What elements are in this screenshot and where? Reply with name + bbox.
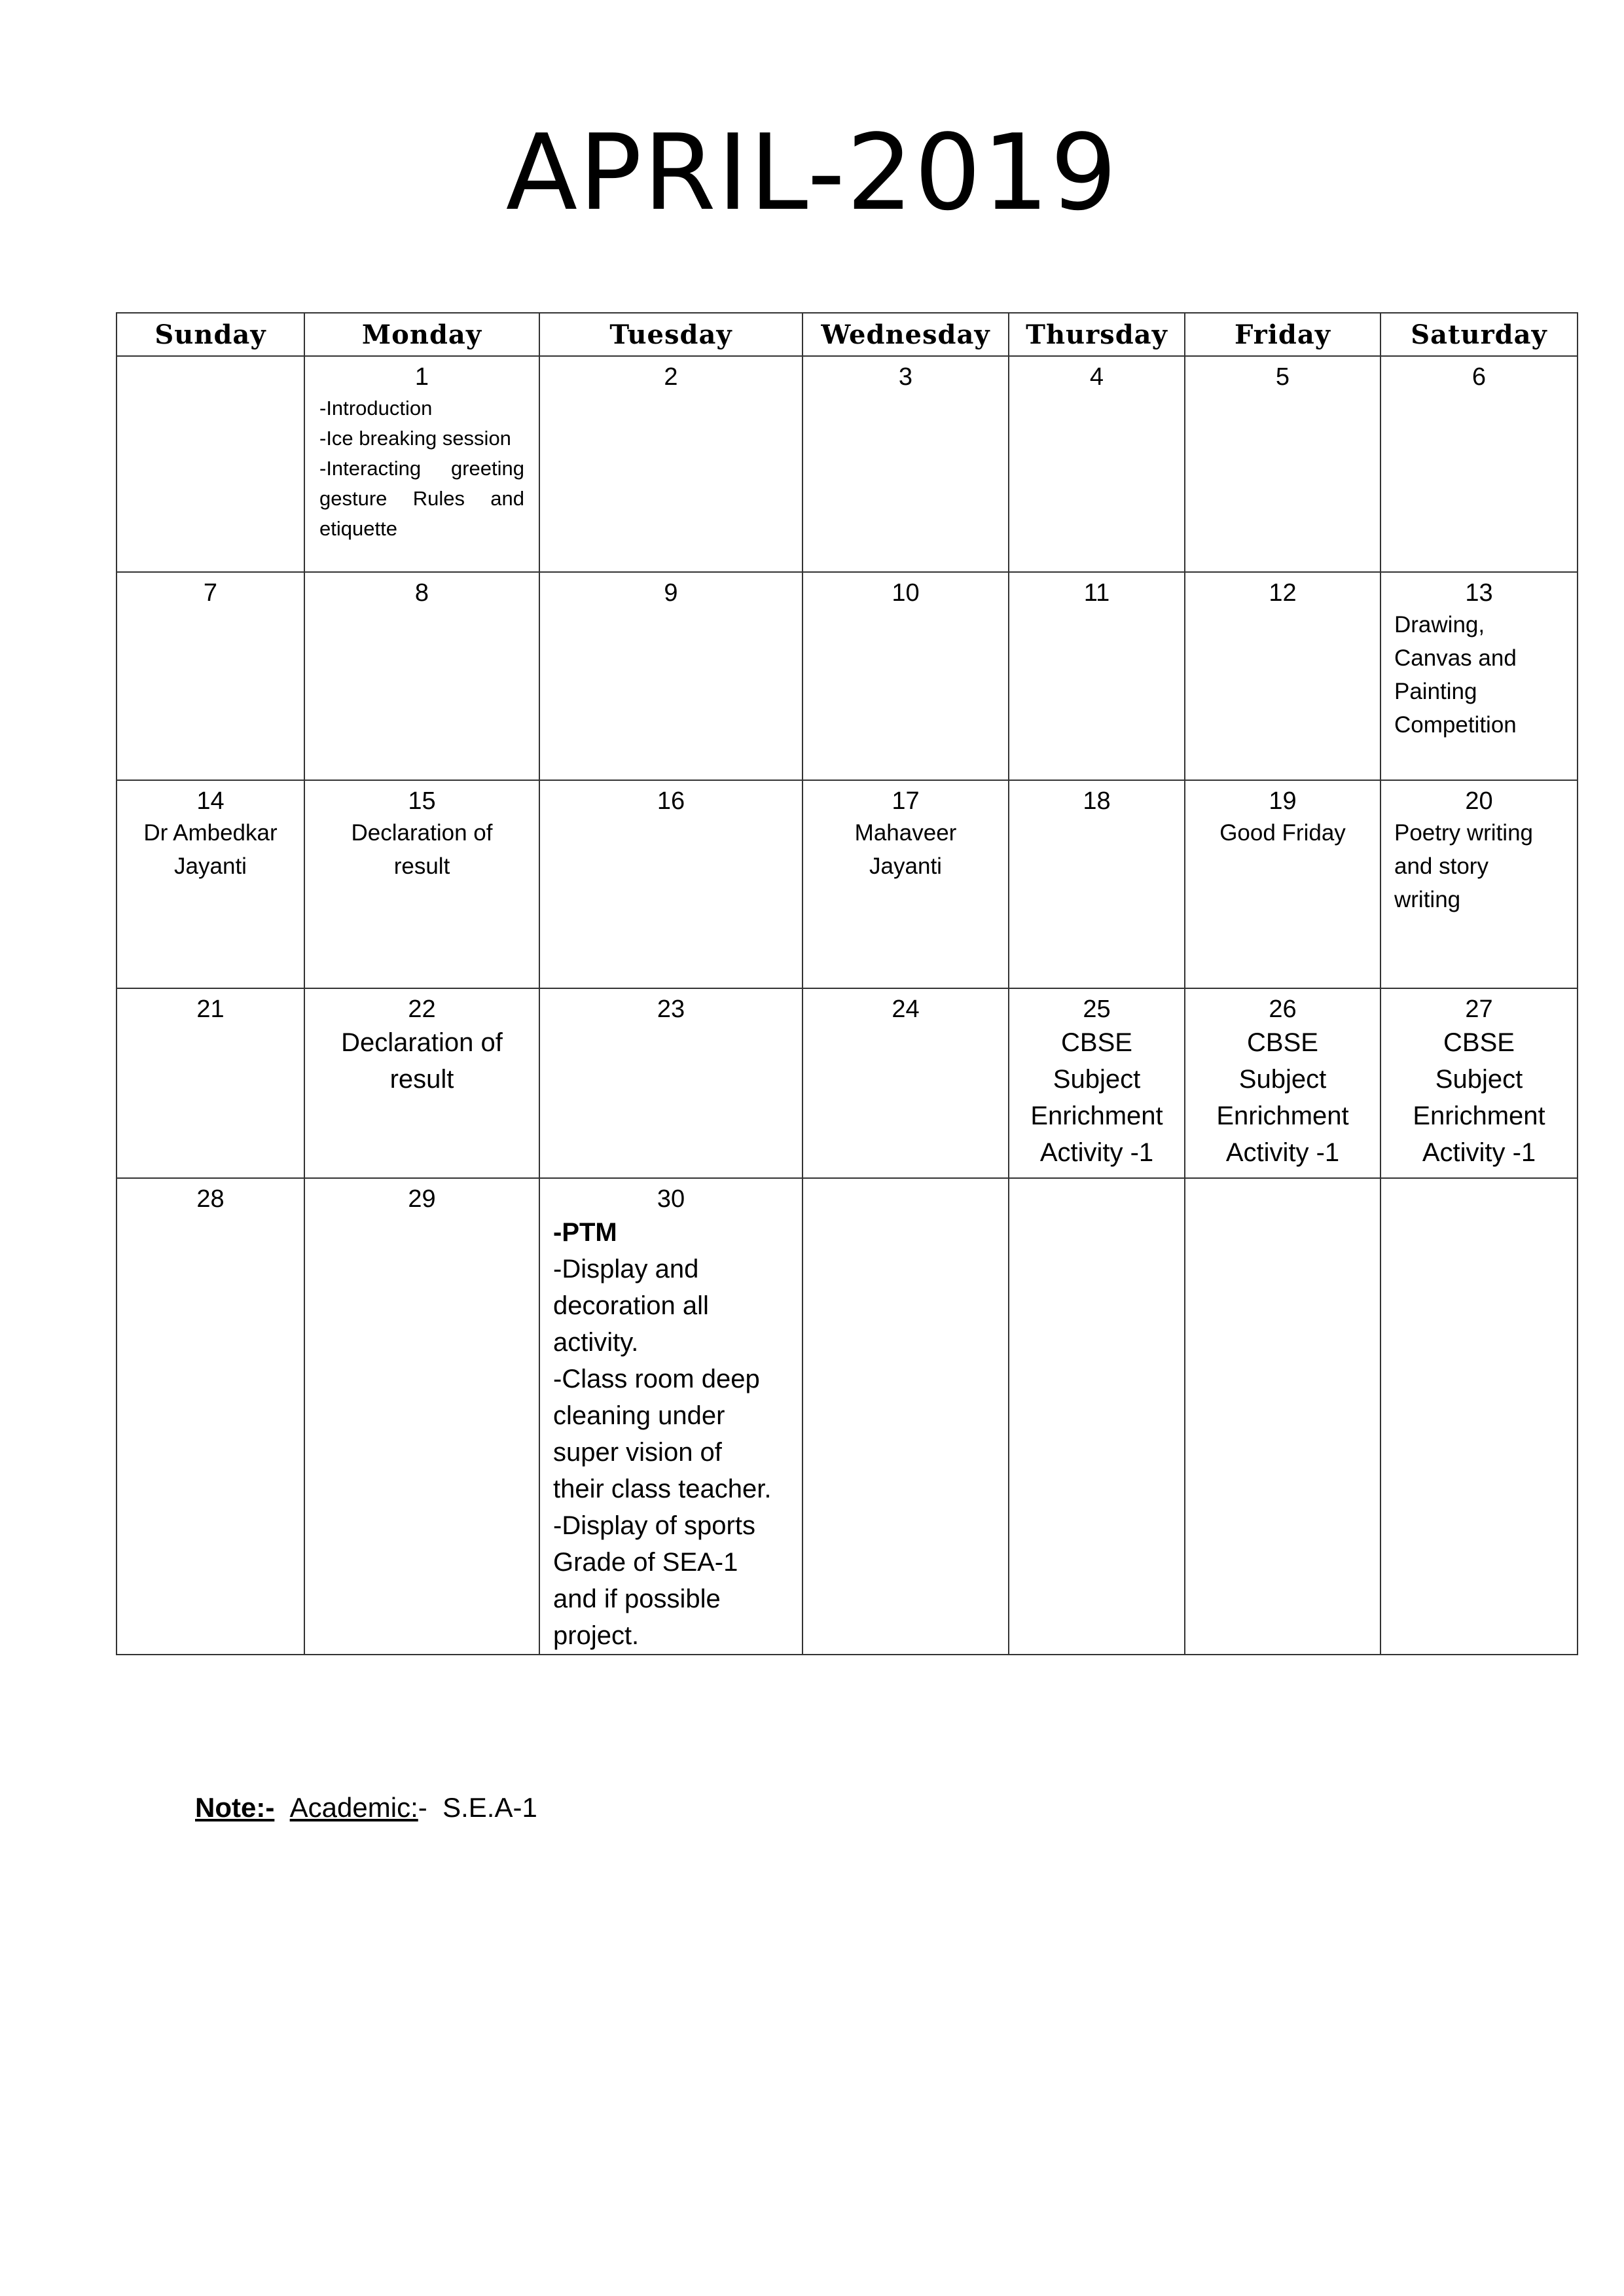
day-number: 25 <box>1083 996 1111 1023</box>
day-cell-29 <box>304 1178 539 1655</box>
day-number: 22 <box>408 996 436 1023</box>
weekday-header-row <box>117 313 1578 356</box>
day-events <box>1009 1024 1184 1171</box>
event-line: their class teacher. <box>553 1475 772 1503</box>
event-line: Subject <box>1435 1065 1523 1094</box>
day-cell-8 <box>304 572 539 780</box>
page-title: APRIL-2019 <box>505 111 1119 234</box>
day-cell-15 <box>304 780 539 988</box>
day-cell-16 <box>539 780 803 988</box>
event-line: CBSE <box>1247 1028 1318 1057</box>
weekday-tuesday: Tuesday <box>539 313 803 356</box>
week-row <box>117 988 1578 1178</box>
event-line: Enrichment <box>1216 1102 1349 1130</box>
day-number: 28 <box>196 1185 225 1213</box>
day-events <box>117 816 304 883</box>
day-cell-11 <box>1009 572 1185 780</box>
event-line: CBSE <box>1061 1028 1132 1057</box>
day-number: 16 <box>657 787 685 815</box>
day-cell-19 <box>1185 780 1380 988</box>
weekday-monday: Monday <box>304 313 539 356</box>
day-cell-26 <box>1185 988 1380 1178</box>
event-line: Activity -1 <box>1225 1138 1340 1167</box>
day-events <box>540 1214 802 1654</box>
day-number: 11 <box>1083 579 1110 607</box>
event-heading: -PTM <box>553 1218 617 1247</box>
week-row <box>117 572 1578 780</box>
day-cell-empty <box>1185 1178 1380 1655</box>
day-cell-14 <box>117 780 304 988</box>
day-cell-empty <box>1380 1178 1578 1655</box>
day-number: 10 <box>892 579 920 607</box>
event-line: Canvas and <box>1394 645 1517 671</box>
day-number: 3 <box>898 363 913 391</box>
day-number: 14 <box>196 787 225 815</box>
day-number: 26 <box>1269 996 1297 1023</box>
day-number: 23 <box>657 996 685 1023</box>
day-cell-1 <box>304 356 539 572</box>
event-line: -Introduction <box>319 397 433 420</box>
event-line: Jayanti <box>869 853 942 879</box>
day-cell-10 <box>803 572 1009 780</box>
event-line: Poetry writing <box>1394 820 1534 846</box>
event-line: Enrichment <box>1413 1102 1545 1130</box>
day-number: 18 <box>1083 787 1111 815</box>
event-line: and story <box>1394 853 1489 879</box>
day-number: 12 <box>1269 579 1297 607</box>
event-line: super vision of <box>553 1438 722 1467</box>
event-line: -Class room deep <box>553 1365 760 1393</box>
day-number: 20 <box>1465 787 1493 815</box>
day-events <box>1381 1024 1577 1171</box>
day-number: 8 <box>414 579 429 607</box>
event-line: Grade of SEA-1 <box>553 1548 738 1577</box>
weekday-sunday: Sunday <box>117 313 304 356</box>
day-cell-7 <box>117 572 304 780</box>
day-number: 15 <box>408 787 436 815</box>
day-number: 4 <box>1089 363 1104 391</box>
event-line: Declaration of <box>341 1028 503 1057</box>
event-line: CBSE <box>1443 1028 1515 1057</box>
day-number: 21 <box>196 996 225 1023</box>
day-number: 2 <box>664 363 678 391</box>
day-number: 1 <box>414 363 429 391</box>
event-line: writing <box>1394 887 1461 912</box>
academic-value: S.E.A-1 <box>442 1792 537 1823</box>
day-number: 6 <box>1471 363 1487 391</box>
day-cell-28 <box>117 1178 304 1655</box>
day-number: 7 <box>203 579 218 607</box>
day-cell-30 <box>539 1178 803 1655</box>
weekday-wednesday: Wednesday <box>803 313 1009 356</box>
day-cell-20 <box>1380 780 1578 988</box>
footer-note <box>195 1792 537 1823</box>
event-line: Declaration of <box>351 820 493 846</box>
day-number: 29 <box>408 1185 436 1213</box>
day-number: 9 <box>664 579 678 607</box>
event-line: -Display and <box>553 1255 699 1283</box>
weekday-friday: Friday <box>1185 313 1380 356</box>
day-events <box>1185 816 1380 850</box>
academic-label: Academic: <box>289 1792 418 1823</box>
day-number: 5 <box>1275 363 1290 391</box>
day-cell-27 <box>1380 988 1578 1178</box>
day-events <box>1381 816 1577 916</box>
day-events <box>305 1024 539 1098</box>
day-cell-3 <box>803 356 1009 572</box>
event-line: project. <box>553 1621 640 1650</box>
event-line: and if possible <box>553 1585 721 1613</box>
event-line: Subject <box>1053 1065 1141 1094</box>
event-line: -Display of sports <box>553 1511 755 1540</box>
day-number: 30 <box>657 1185 685 1213</box>
day-cell-5 <box>1185 356 1380 572</box>
day-cell-2 <box>539 356 803 572</box>
day-cell-17 <box>803 780 1009 988</box>
day-cell-4 <box>1009 356 1185 572</box>
day-cell-12 <box>1185 572 1380 780</box>
event-line: cleaning under <box>553 1401 725 1430</box>
week-row <box>117 1178 1578 1655</box>
event-line: Drawing, <box>1394 612 1485 637</box>
day-cell-empty <box>803 1178 1009 1655</box>
day-cell-21 <box>117 988 304 1178</box>
day-number: 19 <box>1269 787 1297 815</box>
day-cell-13 <box>1380 572 1578 780</box>
weekday-thursday: Thursday <box>1009 313 1185 356</box>
day-events <box>1381 608 1577 742</box>
day-events <box>305 816 539 883</box>
day-number: 24 <box>892 996 920 1023</box>
event-line: -Interacting greeting gesture Rules and etiquette <box>319 457 524 540</box>
week-row <box>117 356 1578 572</box>
note-label: Note:- <box>195 1792 275 1823</box>
event-line: activity. <box>553 1328 639 1357</box>
day-number: 13 <box>1465 579 1493 607</box>
day-number: 27 <box>1465 996 1493 1023</box>
event-line: Enrichment <box>1030 1102 1163 1130</box>
academic-separator: - <box>418 1792 427 1823</box>
event-line: -Ice breaking session <box>319 427 511 450</box>
event-line: Subject <box>1238 1065 1327 1094</box>
day-cell-empty <box>1009 1178 1185 1655</box>
event-line: result <box>393 853 450 879</box>
calendar-table <box>116 312 1578 1655</box>
event-line: Mahaveer <box>854 820 957 846</box>
day-cell-22 <box>304 988 539 1178</box>
day-events <box>305 392 539 544</box>
day-cell-6 <box>1380 356 1578 572</box>
event-line: Activity -1 <box>1039 1138 1154 1167</box>
event-line: result <box>389 1065 454 1094</box>
event-line: Activity -1 <box>1422 1138 1536 1167</box>
day-number: 17 <box>892 787 920 815</box>
weekday-saturday: Saturday <box>1380 313 1578 356</box>
event-line: Jayanti <box>174 853 247 879</box>
day-cell-23 <box>539 988 803 1178</box>
day-events <box>1185 1024 1380 1171</box>
day-cell-18 <box>1009 780 1185 988</box>
day-cell-25 <box>1009 988 1185 1178</box>
event-line: Competition <box>1394 712 1517 738</box>
day-events <box>803 816 1008 883</box>
day-cell-24 <box>803 988 1009 1178</box>
event-line: decoration all <box>553 1291 709 1320</box>
event-line: Good Friday <box>1219 820 1346 846</box>
event-line: Painting <box>1394 679 1477 704</box>
day-cell-9 <box>539 572 803 780</box>
day-cell-empty <box>117 356 304 572</box>
week-row <box>117 780 1578 988</box>
event-line: Dr Ambedkar <box>143 820 278 846</box>
